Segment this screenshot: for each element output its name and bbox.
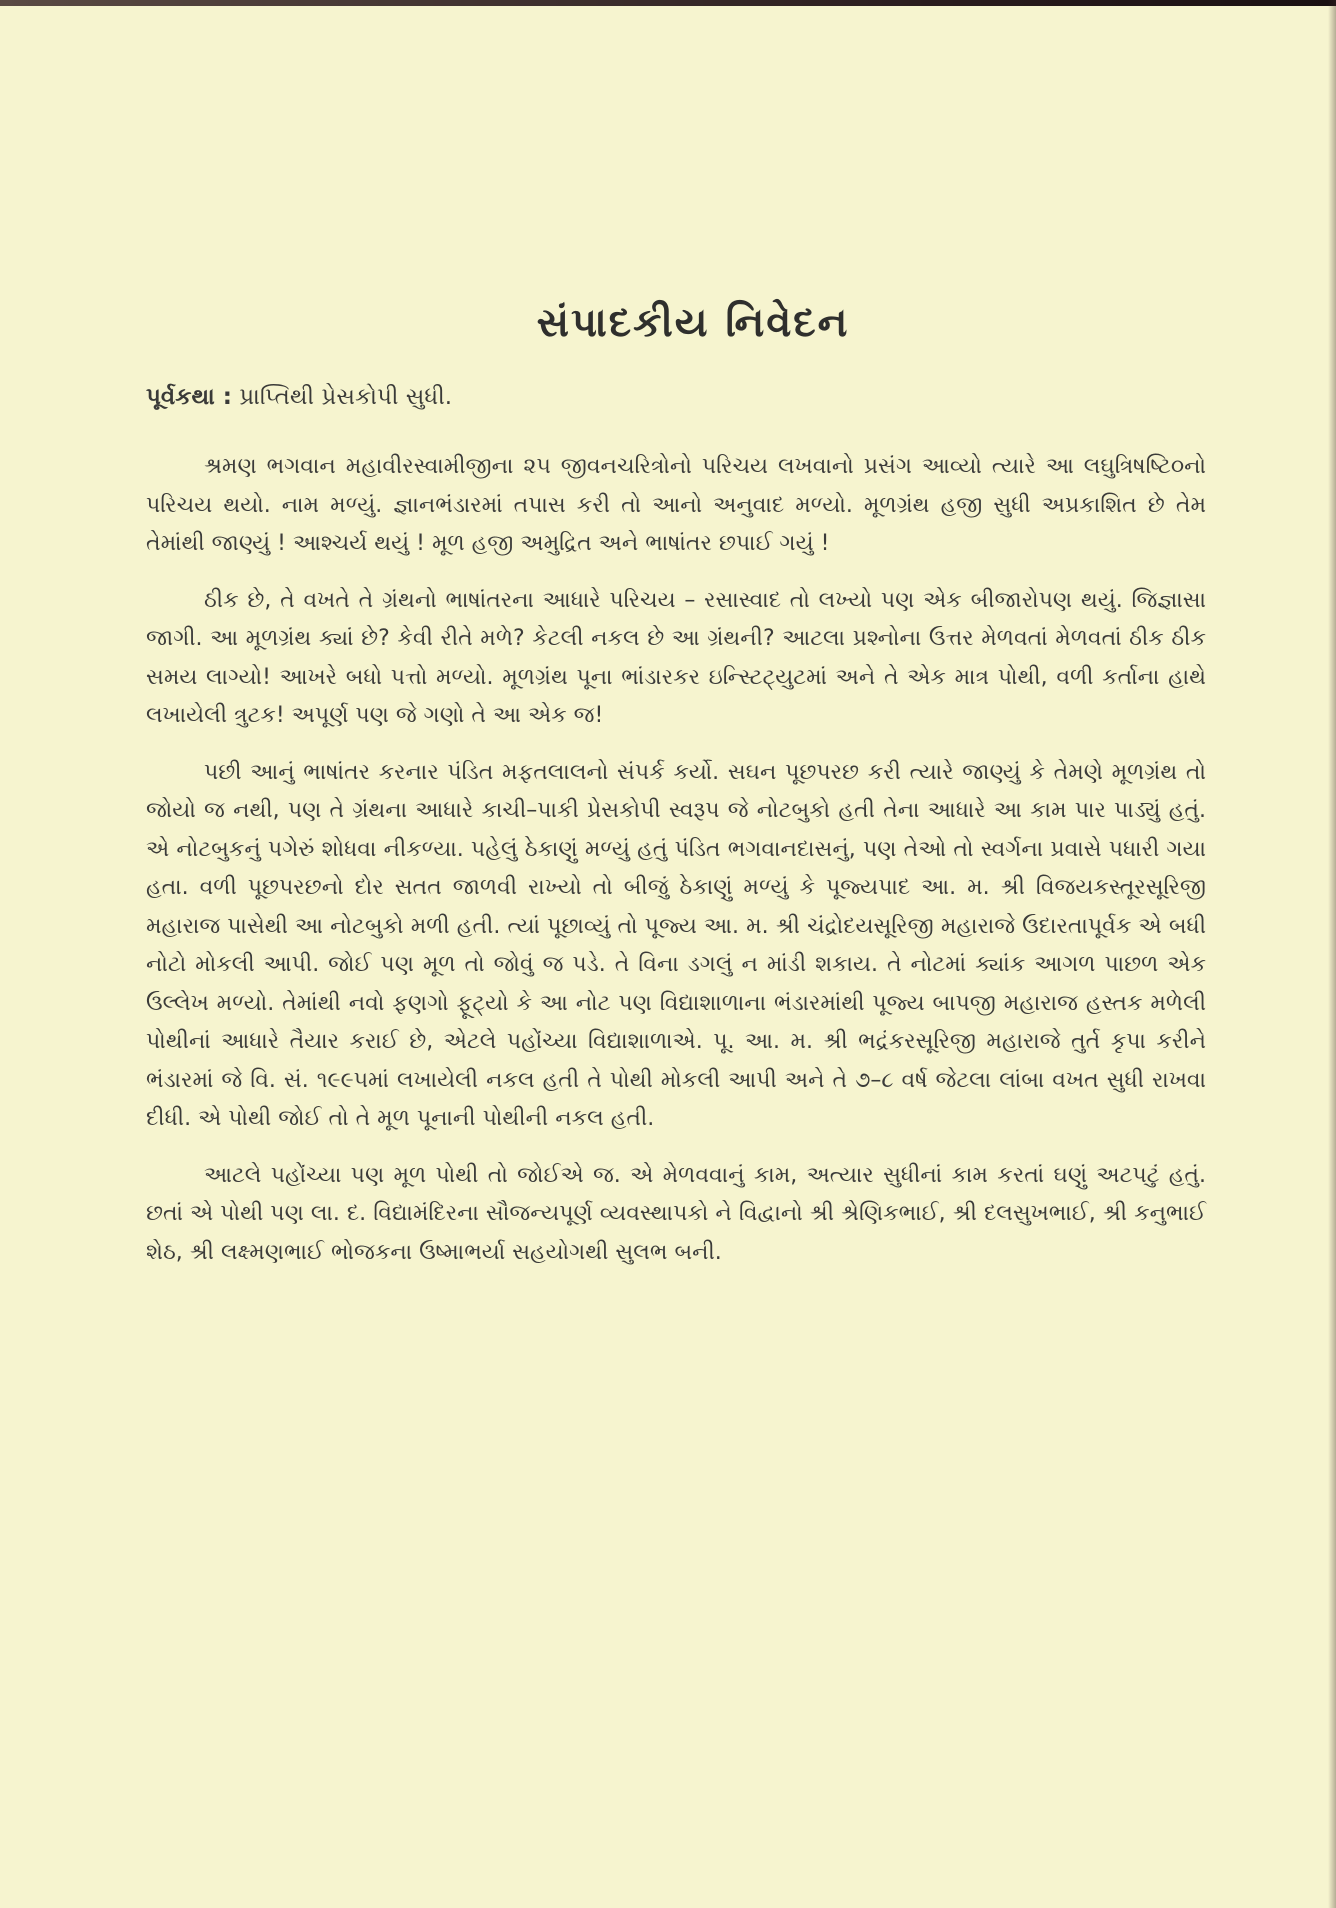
paragraph-1: શ્રમણ ભગવાન મહાવીરસ્વામીજીના ૨૫ જીવનચરિત્રોનો પરિચય લખવાનો પ્રસંગ આવ્યો ત્યારે આ લઘુત્રિષષ્ટિ૦નો પરિચય થયો. નામ મળ્યું. જ્ઞાનભંડારમાં તપાસ કરી તો આનો અનુવાદ મળ્યો. મૂળગ્રંથ હજી સુધી અપ્રકાશિત છે તેમ તેમાંથી જાણ્યું ! આશ્ચર્ય થયું ! મૂળ હજી અમુદ્રિત અને ભાષાંતર છપાઈ ગયું ! bbox=[146, 454, 1206, 556]
section-heading-text: પ્રાપ્તિથી પ્રેસકોપી સુધી. bbox=[239, 384, 453, 410]
section-heading-lead: પૂર્વકથા : bbox=[146, 384, 232, 410]
paragraph-3: પછી આનું ભાષાંતર કરનાર પંડિત મફતલાલનો સંપર્ક કર્યો. સઘન પૂછપરછ કરી ત્યારે જાણ્યું કે તેમણે મૂળગ્રંથ તો જોયો જ નથી, પણ તે ગ્રંથના આધારે કાચી–પાકી પ્રેસકોપી સ્વરૂપ જે નોટબુકો હતી તેના આધારે આ કામ પાર પાડ્યું હતું. એ નોટબુકનું પગેરું શોધવા નીકળ્યા. પહેલું ઠેકાણું મળ્યું હતું પંડિત ભગવાનદાસનું, પણ તેઓ તો સ્વર્ગના પ્રવાસે પધારી ગયા હતા. વળી પૂછપરછનો દોર સતત જાળવી રાખ્યો તો બીજું ઠેકાણું મળ્યું કે પૂજ્યપાદ આ. મ. શ્રી વિજયકસ્તૂરસૂરિજી મહારાજ પાસેથી આ નોટબુકો મળી હતી. ત્યાં પૂછાવ્યું તો પૂજ્ય આ. મ. શ્રી ચંદ્રોદયસૂરિજી મહારાજે ઉદારતાપૂર્વક એ બધી નોટો મોકલી આપી. જોઈ પણ મૂળ તો જોવું જ પડે. તે વિના ડગલું ન માંડી શકાય. તે નોટમાં ક્યાંક આગળ પાછળ એક ઉલ્લેખ મળ્યો. તેમાંથી નવો ફણગો ફૂટ્યો કે આ નોટ પણ વિદ્યાશાળાના ભંડારમાંથી પૂજ્ય બાપજી મહારાજ હસ્તક મળેલી પોથીનાં આધારે તૈયાર કરાઈ છે, એટલે પહોંચ્યા વિદ્યાશાળાએ. પૂ. આ. મ. શ્રી ભદ્રંકરસૂરિજી મહારાજે તુર્ત કૃપા કરીને ભંડારમાં જે વિ. સં. ૧૯૯૫માં લખાયેલી નકલ હતી તે પોથી મોકલી આપી અને તે ૭–૮ વર્ષ જેટલા લાંબા વખત સુધી રાખવા દીધી. એ પોથી જોઈ તો તે મૂળ પૂનાની પોથીની નકલ હતી. bbox=[146, 759, 1206, 1131]
scan-top-edge bbox=[0, 0, 1336, 6]
page-title: સંપાદકીય નિવેદન bbox=[536, 300, 850, 346]
section-heading bbox=[146, 384, 452, 410]
body-text bbox=[146, 448, 1206, 1290]
scan-right-edge bbox=[1328, 0, 1336, 1908]
paragraph-2: ઠીક છે, તે વખતે તે ગ્રંથનો ભાષાંતરના આધારે પરિચય – રસાસ્વાદ તો લખ્યો પણ એક બીજારોપણ થયું. જિજ્ઞાસા જાગી. આ મૂળગ્રંથ ક્યાં છે? કેવી રીતે મળે? કેટલી નકલ છે આ ગ્રંથની? આટલા પ્રશ્નોના ઉત્તર મેળવતાં મેળવતાં ઠીક ઠીક સમય લાગ્યો! આખરે બધો પત્તો મળ્યો. મૂળગ્રંથ પૂના ભાંડારકર ઇન્સ્ટિટ્યુટમાં અને તે એક માત્ર પોથી, વળી કર્તાના હાથે લખાયેલી ત્રુટક! અપૂર્ણ પણ જે ગણો તે આ એક જ! bbox=[146, 587, 1206, 728]
paragraph-4: આટલે પહોંચ્યા પણ મૂળ પોથી તો જોઈએ જ. એ મેળવવાનું કામ, અત્યાર સુધીનાં કામ કરતાં ઘણું અટપટું હતું. છતાં એ પોથી પણ લા. દ. વિદ્યામંદિરના સૌજન્યપૂર્ણ વ્યવસ્થાપકો ને વિદ્વાનો શ્રી શ્રેણિકભાઈ, શ્રી દલસુખભાઈ, શ્રી કનુભાઈ શેઠ, શ્રી લક્ષ્મણભાઈ ભોજકના ઉષ્માભર્યા સહયોગથી સુલભ બની. bbox=[146, 1162, 1206, 1265]
